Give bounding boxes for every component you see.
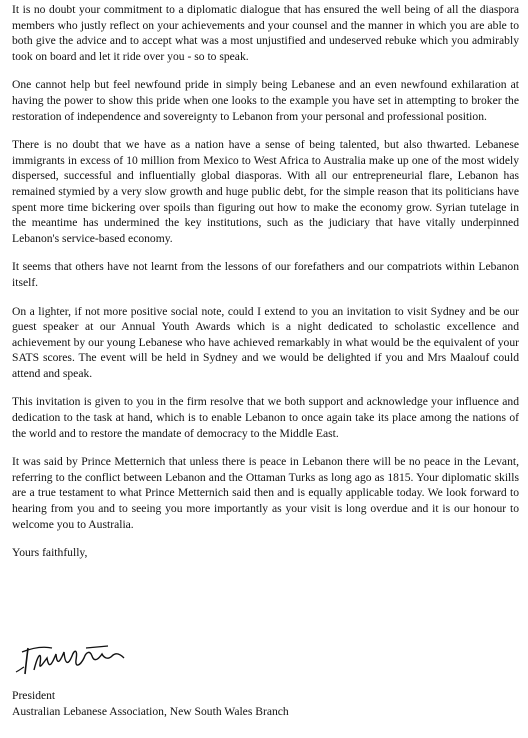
paragraph-invitation: On a lighter, if not more positive social note, could I extend to you an invitation to visit Sydney and be our guest speaker at our Annual Youth Awards which is a night dedicated to scholastic excellence and achievement by our young Lebanese who have achieved remarkably in what would be the equivalent of your SATS scores. The event will be held in Sydney and we would be delighted if you and Mrs Maalouf could attend and speak. [12, 304, 519, 380]
letter-body [12, 2, 519, 561]
paragraph-resolve: This invitation is given to you in the firm resolve that we both support and acknowledge your influence and dedication to the task at hand, which is to enable Lebanon to once again take its place among the nations of the world and to restore the mandate of democracy to the Middle East. [12, 395, 519, 440]
signature-block [12, 688, 289, 719]
paragraph-commitment: It is no doubt your commitment to a diplomatic dialogue that has ensured the well being of all the diaspora members who justly reflect on your achievements and your counsel and the manner in which you are able to both give the advice and to accept what was a most unjustified and undeserved rebuke which you admirably took on board and let it ride over you - so to speak. [12, 3, 519, 63]
paragraph-nation: There is no doubt that we have as a nation have a sense of being talented, but also thwarted. Lebanese immigrants in excess of 10 million from Mexico to West Africa to Australia make up one of the most widely dispersed, successful and influentially global diasporas. With all our entrepreneurial flare, Lebanon has remained stymied by a very slow growth and huge public debt, for the simple reason that its politicians have spent more time bickering over spoils than figuring out how to make the economy grow. Syrian tutelage in the meantime has undermined the key institutions, such as the judiciary that have vitally underpinned Lebanon's service-based economy. [12, 138, 519, 245]
paragraph-forefathers: It seems that others have not learnt from the lessons of our forefathers and our compatriots within Lebanon itself. [12, 260, 519, 289]
handwritten-signature [12, 640, 132, 680]
paragraph-metternich: It was said by Prince Metternich that unless there is peace in Lebanon there will be no peace in the Levant, referring to the conflict between Lebanon and the Ottaman Turks as long ago as 1815. Your diplomatic skills are a true testament to what Prince Metternich said then and is equally applicable today. We look forward to hearing from you and to seeing you more importantly as your visit is long overdue and it is our honour to welcome you to Australia. [12, 455, 519, 531]
signatory-organization: Australian Lebanese Association, New South Wales Branch [12, 704, 289, 718]
paragraph-pride: One cannot help but feel newfound pride in simply being Lebanese and an even newfound exhilaration at having the power to show this pride when one looks to the example you have set in attempting to broker the restoration of independence and sovereignty to Lebanon from your personal and professional position. [12, 78, 519, 123]
closing-salutation: Yours faithfully, [12, 546, 88, 560]
signatory-title: President [12, 689, 56, 702]
